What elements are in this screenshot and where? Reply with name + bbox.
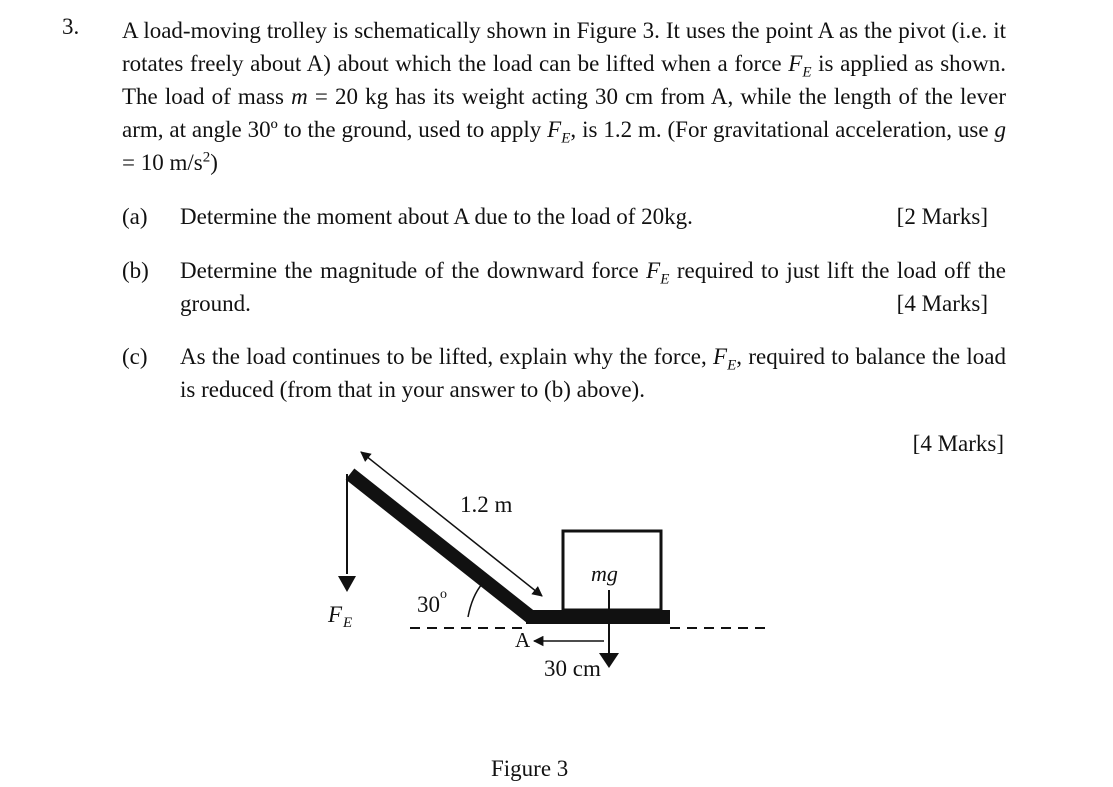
weight-arrowhead-icon [599, 653, 619, 668]
figure-caption: Figure 3 [491, 756, 569, 781]
part-a-label: (a) [122, 204, 148, 229]
part-a-text: Determine the moment about A due to the load of 20kg. [180, 204, 693, 229]
mass-symbol: m [291, 84, 308, 109]
angle-label: 30 [417, 592, 440, 617]
g-symbol: g [994, 117, 1006, 142]
weight-label: mg [591, 561, 618, 586]
part-c-marks: [4 Marks] [912, 431, 1004, 456]
question-stem: A load-moving trolley is schematically shown in Figure 3. It uses the point A as the pivot (i.e. it rotates freely about A) about which the load can be lifted when a force $F_E$ is applied as shown. The load of mass m = 20 kg has its weight acting 30 cm from A, while the length of the lever arm, at angle 30º to the ground, used to apply $F_E$, is 1.2 m. (For gravitational acceleration, use g = 10 $m/s^2$) [122, 18, 1007, 175]
pivot-label: A [515, 628, 531, 652]
length-label: 1.2 m [460, 492, 513, 517]
fe-arrowhead-icon [338, 576, 356, 592]
part-b-text: Determine the magnitude of the downward force $F_E$ required to just lift the load off the ground. [180, 258, 1006, 316]
part-b-label: (b) [122, 258, 149, 283]
part-b-marks: [4 Marks] [889, 287, 988, 320]
fe-symbol: F [788, 51, 803, 76]
force-label: F [328, 602, 343, 627]
force-label-subscript: E [343, 615, 353, 631]
part-a-marks: [2 Marks] [896, 204, 988, 229]
angle-degree-symbol: o [440, 587, 447, 602]
question-number: 3. [62, 14, 80, 39]
distance-label: 30 cm [544, 656, 601, 681]
part-c-label: (c) [122, 344, 148, 369]
length-dimension-arrow [361, 452, 542, 596]
part-c-text: As the load continues to be lifted, explain why the force, $F_E$, required to balance the load is reduced (from that in your answer to (b) above). [180, 344, 1006, 402]
angle-arc [468, 584, 482, 617]
